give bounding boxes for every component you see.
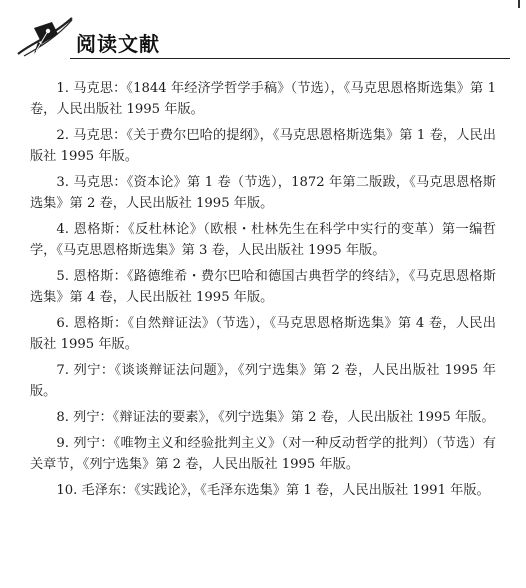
reference-item: 3. 马克思：《资本论》第 1 卷（节选），1872 年第二版跋，《马克思恩格斯选集》第 2 卷，人民出版社 1995 年版。 [30, 175, 496, 211]
reference-list [30, 78, 496, 506]
section-title: 阅读文献 [76, 32, 160, 56]
reference-item: 8. 列宁：《辩证法的要素》，《列宁选集》第 2 卷，人民出版社 1995 年版。 [56, 410, 495, 425]
section-header [12, 14, 512, 60]
reference-item: 1. 马克思：《1844 年经济学哲学手稿》（节选），《马克思恩格斯选集》第 1 卷，人民出版社 1995 年版。 [30, 81, 496, 117]
reference-item: 2. 马克思：《关于费尔巴哈的提纲》，《马克思恩格斯选集》第 1 卷，人民出版社 1995 年版。 [30, 128, 496, 164]
pen-nib-icon [12, 14, 76, 60]
reference-item: 9. 列宁：《唯物主义和经验批判主义》（对一种反动哲学的批判）（节选）有关章节，《列宁选集》第 2 卷，人民出版社 1995 年版。 [30, 436, 496, 472]
reference-item: 4. 恩格斯：《反杜林论》（欧根・杜林先生在科学中实行的变革）第一编哲学，《马克思恩格斯选集》第 3 卷，人民出版社 1995 年版。 [30, 222, 496, 258]
reference-item: 7. 列宁：《谈谈辩证法问题》，《列宁选集》第 2 卷，人民出版社 1995 年版。 [30, 363, 496, 399]
reference-item: 5. 恩格斯：《路德维希・费尔巴哈和德国古典哲学的终结》，《马克思恩格斯选集》第 4 卷，人民出版社 1995 年版。 [30, 269, 496, 305]
reference-item: 6. 恩格斯：《自然辩证法》（节选），《马克思恩格斯选集》第 4 卷，人民出版社 1995 年版。 [30, 316, 496, 352]
header-divider [70, 58, 510, 59]
corner-mark [518, 0, 520, 8]
reference-item: 10. 毛泽东：《实践论》，《毛泽东选集》第 1 卷，人民出版社 1991 年版。 [56, 483, 490, 498]
